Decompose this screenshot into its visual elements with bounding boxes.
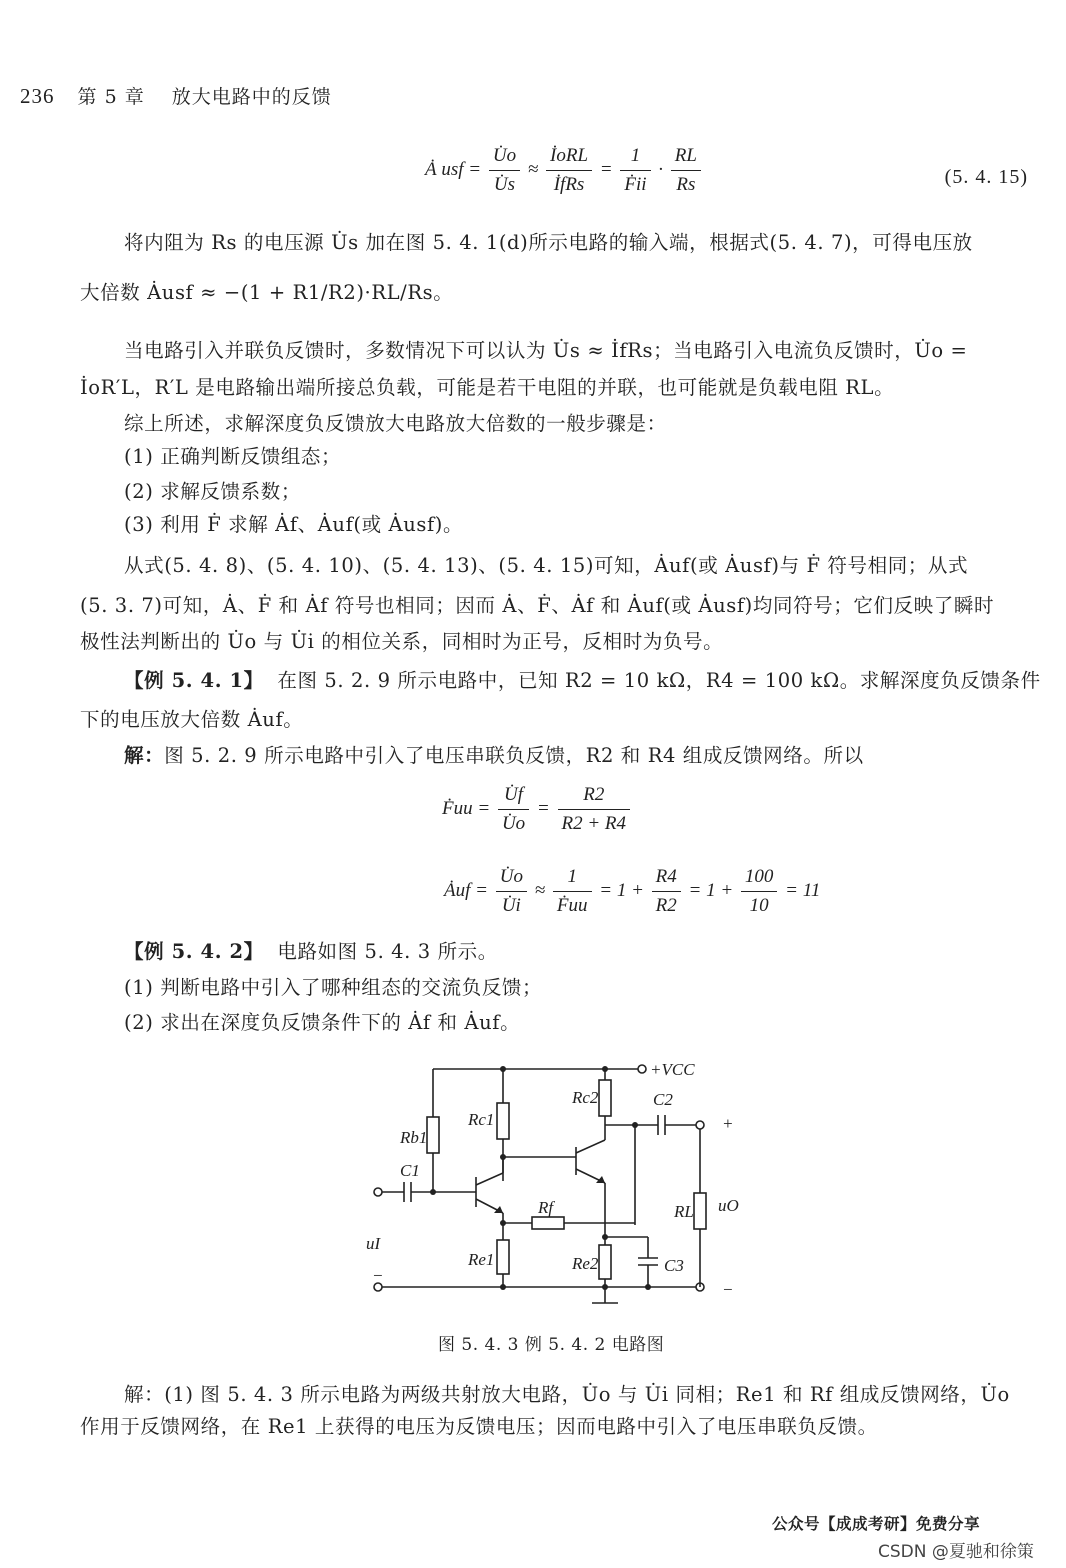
label-rb1: Rb1 — [400, 1128, 428, 1147]
label-rl: RL — [674, 1202, 694, 1221]
label-minus-in: − — [372, 1266, 384, 1285]
label-uo: uO — [718, 1196, 739, 1215]
list-item: (2) 求解反馈系数； — [124, 480, 301, 503]
fraction: $\frac{\text{İoRL}}{\text{İfRs}}$ — [546, 145, 592, 196]
paragraph-line: 综上所述，求解深度负反馈放大电路放大倍数的一般步骤是： — [124, 412, 667, 435]
label-c1: C1 — [400, 1161, 420, 1180]
paragraph-line: 将内阻为 Rs 的电压源 U̇s 加在图 5. 4. 1(d)所示电路的输入端，根据式(5. 4. 7)，可得电压放 — [124, 231, 973, 254]
paragraph-line: 下的电压放大倍数 Ȧuf。 — [80, 708, 304, 731]
label-re1: Re1 — [468, 1250, 495, 1269]
equation-fuu: Ḟuu = $\frac{U̇f}{U̇o}$ = $\frac{R2}{R2 + R4}$ — [442, 784, 633, 835]
solution-line: 解：图 5. 2. 9 所示电路中引入了电压串联负反馈，R2 和 R4 组成反馈网络。所以 — [124, 744, 864, 767]
label-plus-out: + — [722, 1114, 734, 1133]
eq-lhs: Ȧ usf = — [425, 158, 482, 180]
paragraph-line: 从式(5. 4. 8)、(5. 4. 10)、(5. 4. 13)、(5. 4. 15)可知，Ȧuf(或 Ȧusf)与 Ḟ 符号相同；从式 — [124, 554, 969, 577]
list-item: (2) 求出在深度负反馈条件下的 Ȧf 和 Ȧuf。 — [124, 1011, 521, 1034]
list-item: (1) 判断电路中引入了哪种组态的交流负反馈； — [124, 976, 543, 999]
watermark: CSDN @夏驰和徐策 — [878, 1542, 1034, 1562]
label-ui: uI — [366, 1234, 381, 1253]
fraction: $\frac{RL}{Rs}$ — [671, 145, 701, 196]
example-5-4-1: 【例 5. 4. 1】 在图 5. 2. 9 所示电路中，已知 R2 = 10 kΩ，R4 = 100 kΩ。求解深度负反馈条件 — [124, 669, 1041, 692]
figure-caption: 图 5. 4. 3 例 5. 4. 2 电路图 — [438, 1335, 665, 1355]
label-c2: C2 — [653, 1090, 673, 1109]
label-vcc: +VCC — [650, 1060, 695, 1079]
paragraph-line: 极性法判断出的 U̇o 与 U̇i 的相位关系，同相时为正号，反相时为负号。 — [80, 630, 724, 653]
label-minus-out: − — [722, 1280, 734, 1299]
example-label: 【例 5. 4. 1】 — [124, 669, 264, 692]
circuit-diagram — [360, 1055, 750, 1310]
label-re2: Re2 — [572, 1254, 599, 1273]
example-5-4-2: 【例 5. 4. 2】 电路如图 5. 4. 3 所示。 — [124, 940, 498, 963]
list-item: (3) 利用 Ḟ 求解 Ȧf、Ȧuf(或 Ȧusf)。 — [124, 513, 464, 536]
solution-line: 解：(1) 图 5. 4. 3 所示电路为两级共射放大电路，U̇o 与 U̇i 同相；Re1 和 Rf 组成反馈网络，U̇o — [124, 1383, 1010, 1406]
paragraph-line: İoR′L，R′L 是电路输出端所接总负载，可能是若干电阻的并联，也可能就是负载电阻 RL。 — [80, 376, 895, 399]
chapter-label: 第 5 章 — [77, 86, 145, 108]
equation-5-4-15: Ȧ usf = $\frac{U̇o}{U̇s}$ ≈ $\frac{\text{İoRL}}{\text{İfRs}}$ = $\frac{1}{\text{Ḟii}}$ · $\frac{RL}{Rs}$ — [425, 145, 704, 196]
page-header — [20, 82, 332, 109]
example-label: 【例 5. 4. 2】 — [124, 940, 264, 963]
solution-line: 作用于反馈网络，在 Re1 上获得的电压为反馈电压；因而电路中引入了电压串联负反馈。 — [80, 1415, 878, 1438]
paragraph-line: 大倍数 Ȧusf ≈ −(1 + R1/R2)·RL/Rs。 — [80, 281, 454, 304]
label-c3: C3 — [664, 1256, 684, 1275]
solution-label: 解： — [124, 744, 165, 767]
footer-note: 公众号【成成考研】免费分享 — [772, 1514, 981, 1533]
equation-auf: Ȧuf = $\frac{U̇o}{U̇i}$ ≈ $\frac{1}{\text{Ḟuu}}$ = 1 + $\frac{R4}{R2}$ = 1 + $\frac{100}{10}$ = 11 — [444, 866, 821, 916]
fraction: $\frac{1}{\text{Ḟii}}$ — [620, 145, 650, 196]
chapter-title: 放大电路中的反馈 — [171, 86, 332, 108]
label-rf: Rf — [538, 1198, 554, 1217]
paragraph-line: 当电路引入并联负反馈时，多数情况下可以认为 U̇s ≈ İfRs；当电路引入电流负反馈时，U̇o = — [124, 339, 968, 362]
label-rc2: Rc2 — [572, 1088, 599, 1107]
page-number: 236 — [20, 84, 55, 108]
label-rc1: Rc1 — [468, 1110, 495, 1129]
equation-number: (5. 4. 15) — [944, 166, 1028, 188]
fraction: $\frac{U̇o}{U̇s}$ — [489, 145, 520, 196]
list-item: (1) 正确判断反馈组态； — [124, 445, 342, 468]
paragraph-line: (5. 3. 7)可知，Ȧ、Ḟ 和 Ȧf 符号也相同；因而 Ȧ、Ḟ、Ȧf 和 Ȧuf(或 Ȧusf)均同符号；它们反映了瞬时 — [80, 594, 995, 617]
